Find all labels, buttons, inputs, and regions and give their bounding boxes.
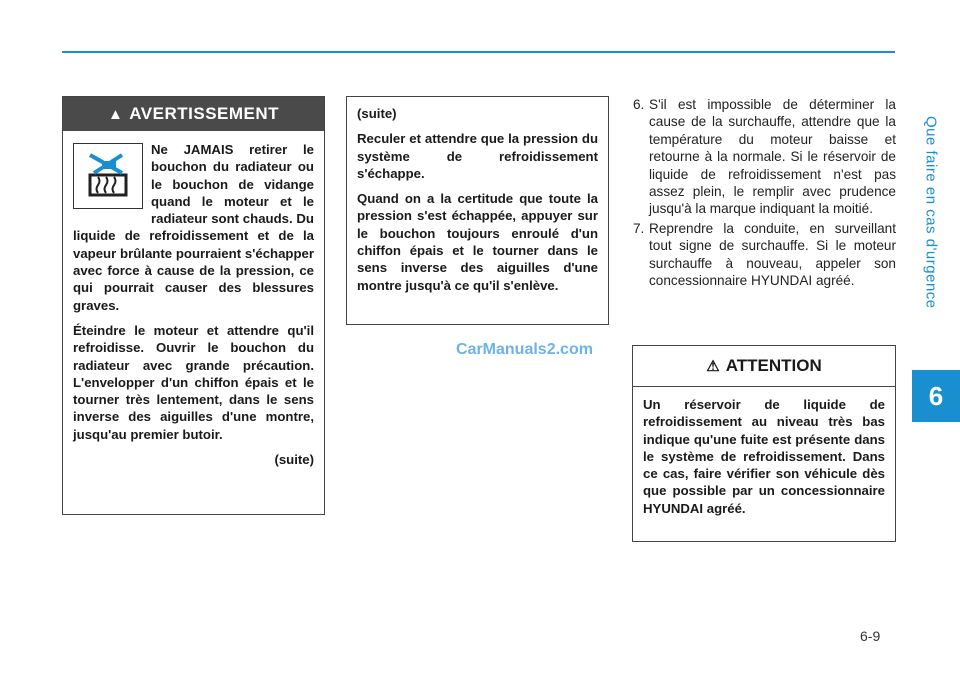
attention-header bbox=[633, 346, 895, 387]
warning-paragraph-2: Éteindre le moteur et attendre qu'il refroidisse. Ouvrir le bouchon du radiateur avec grande précaution. L'envelopper d'un chiffon épais et le tourner très lentement, dans le sens inverse des aiguilles d'une montre, jusqu'au premier butoir. bbox=[73, 322, 314, 442]
attention-title: ATTENTION bbox=[725, 356, 822, 375]
warning-paragraph-1: Ne JAMAIS retirer le bouchon du radiateur ou le bouchon de vidange quand le moteur et le radiateur sont chauds. Du liquide de refroidissement et de la vapeur brûlante pourraient s'échapper avec force à cause de la pression, ce qui pourrait causer des blessures graves. bbox=[73, 142, 314, 313]
step-text: Reprendre la conduite, en surveillant tout signe de surchauffe. Si le moteur surchauffe à nouveau, appeler son concessionnaire HYUNDAI agréé. bbox=[649, 220, 896, 289]
chapter-tab: 6 bbox=[912, 370, 960, 422]
step-text: S'il est impossible de déterminer la cause de la surchauffe, attendre que la température du moteur baisse et retourne à la normale. Si le réservoir de liquide de refroidissement n'est pas assez plein, le remplir avec prudence jusqu'à la marque indiquant la moitié. bbox=[649, 97, 896, 217]
radiator-no-open-icon bbox=[73, 143, 143, 209]
warning-continued-box bbox=[346, 96, 609, 325]
top-rule bbox=[62, 51, 895, 53]
step-number: 7. bbox=[633, 220, 645, 236]
watermark-text: CarManuals2.com bbox=[456, 341, 593, 358]
warning-box bbox=[62, 96, 325, 515]
continued-body bbox=[347, 97, 608, 310]
continued-label: (suite) bbox=[357, 106, 397, 121]
warning-continued-label: (suite) bbox=[274, 452, 314, 468]
attention-text: Un réservoir de liquide de refroidissement au niveau très bas indique qu'une fuite est présente dans le système de refroidissement. Dans ce cas, faire vérifier son véhicule dès que possible par un concessionnaire HYUNDAI agréé. bbox=[643, 397, 885, 516]
chapter-side-title: Que faire en cas d'urgence bbox=[922, 116, 940, 309]
continued-paragraph-1: Reculer et attendre que la pression du système de refroidissement s'échappe. bbox=[357, 131, 598, 181]
list-item bbox=[633, 96, 896, 218]
caution-triangle-icon: ⚠ bbox=[706, 358, 720, 375]
list-item bbox=[633, 220, 896, 290]
warning-body bbox=[63, 131, 324, 468]
step-number: 6. bbox=[633, 97, 645, 112]
steps-list bbox=[633, 96, 896, 291]
page-number: 6-9 bbox=[860, 628, 881, 644]
warning-title: AVERTISSEMENT bbox=[129, 104, 280, 123]
warning-triangle-icon: ▲ bbox=[107, 105, 124, 123]
attention-box bbox=[632, 345, 896, 542]
continued-paragraph-2: Quand on a la certitude que toute la pression s'est échappée, appuyer sur le bouchon toujours enroulé d'un chiffon épais et le tourner dans le sens inverse des aiguilles d'une montre jusqu'à ce qu'il s'enlève. bbox=[357, 191, 598, 293]
warning-header bbox=[63, 97, 324, 131]
